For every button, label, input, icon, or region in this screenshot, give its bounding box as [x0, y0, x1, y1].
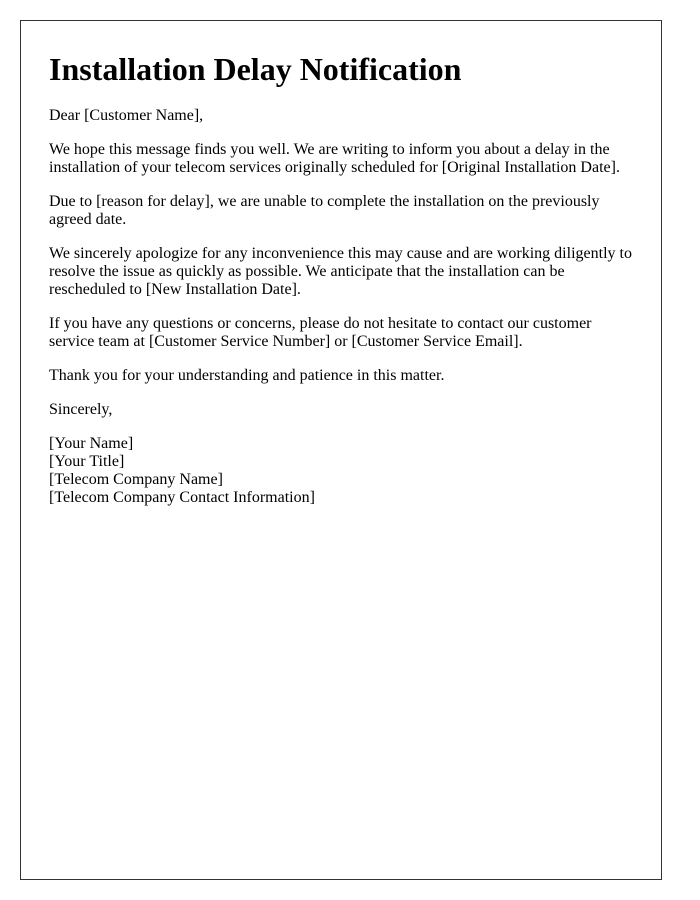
greeting: Dear [Customer Name],	[49, 107, 204, 124]
paragraph-reason: Due to [reason for delay], we are unable to complete the installation on the previously agreed date.	[49, 193, 600, 228]
signature-contact: [Telecom Company Contact Information]	[49, 489, 315, 506]
signature-name: [Your Name]	[49, 435, 134, 452]
paragraph-intro: We hope this message finds you well. We are writing to inform you about a delay in the installation of your telecom services originally scheduled for [Original Installation Date].	[49, 141, 620, 176]
signature-company: [Telecom Company Name]	[49, 471, 223, 488]
paragraph-thanks: Thank you for your understanding and patience in this matter.	[49, 367, 445, 384]
paragraph-apology: We sincerely apologize for any inconvenience this may cause and are working diligently to resolve the issue as quickly as possible. We anticipate that the installation can be rescheduled to [New Installation Date].	[49, 245, 632, 298]
letter-title: Installation Delay Notification	[49, 51, 462, 87]
signature-block	[49, 435, 639, 507]
letter-body	[49, 107, 639, 507]
letter-container	[20, 20, 662, 880]
closing: Sincerely,	[49, 401, 113, 418]
paragraph-contact: If you have any questions or concerns, please do not hesitate to contact our customer service team at [Customer Service Number] or [Customer Service Email].	[49, 315, 592, 350]
signature-title: [Your Title]	[49, 453, 125, 470]
